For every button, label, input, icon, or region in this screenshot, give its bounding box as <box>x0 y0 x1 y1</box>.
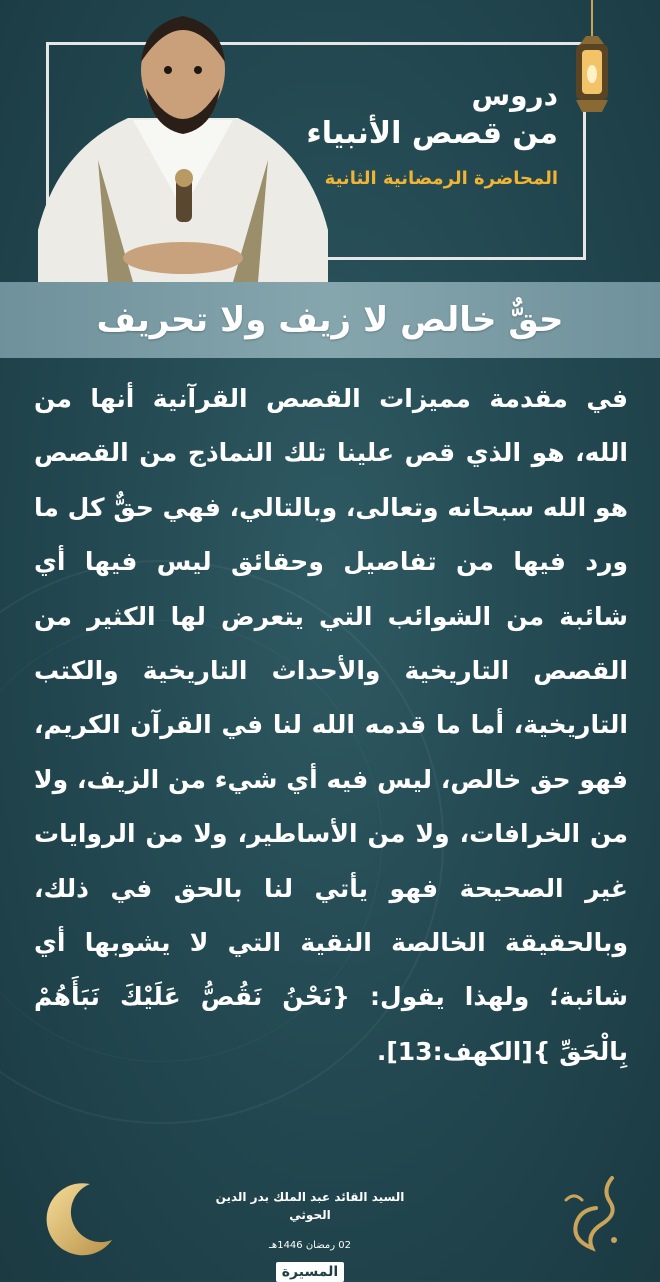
lecture-date: 02 رمضان 1446هـ <box>269 1240 351 1251</box>
body-paragraph: في مقدمة مميزات القصص القرآنية أنها من الله، هو الذي قص علينا تلك النماذج من القصص هو الله سبحانه وتعالى، وبالتالي، فهي حقٌّ كل ما ورد فيها من تفاصيل وحقائق ليس فيها أي شائبة من الشوائب التي يتعرض لها الكثير من القصص التاريخية والأحداث التاريخية والكتب التاريخية، أما ما قدمه الله لنا في القرآن الكريم، فهو حق خالص، ليس فيه أي شيء من الزيف، ولا من الخرافات، ولا من الأساطير، ولا من الروايات غير الصحيحة فهو يأتي لنا بالحق في ذلك، وبالحقيقة الخالصة النقية التي لا يشوبها أي شائبة؛ ولهذا يقول: <box>34 384 628 1012</box>
lantern-icon <box>562 0 622 130</box>
quran-reference: [الكهف:13]. <box>376 1036 533 1066</box>
ramadan-calligraphy-icon <box>552 1170 628 1260</box>
quran-quote: {نَحْنُ نَقُصُّ عَلَيْكَ نَبَأَهُمْ بِالْحَقِّ } <box>34 982 628 1066</box>
lecture-subtitle: المحاضرة الرمضانية الثانية <box>324 168 558 189</box>
crescent-moon-icon <box>38 1178 118 1258</box>
series-line-2: من قصص الأنبياء <box>306 116 558 151</box>
speaker-portrait <box>38 0 328 282</box>
series-line-1: دروس <box>471 79 558 112</box>
lecture-body <box>34 372 628 1079</box>
title-banner <box>0 282 660 358</box>
banner-title: حقٌّ خالص لا زيف ولا تحريف <box>96 300 564 340</box>
publisher-logo: المسيرة <box>276 1262 344 1282</box>
lecture-series-title <box>306 78 558 194</box>
footer-credits <box>200 1188 420 1282</box>
speaker-name: السيد القائد عبد الملك بدر الدين الحوثي <box>215 1190 405 1222</box>
